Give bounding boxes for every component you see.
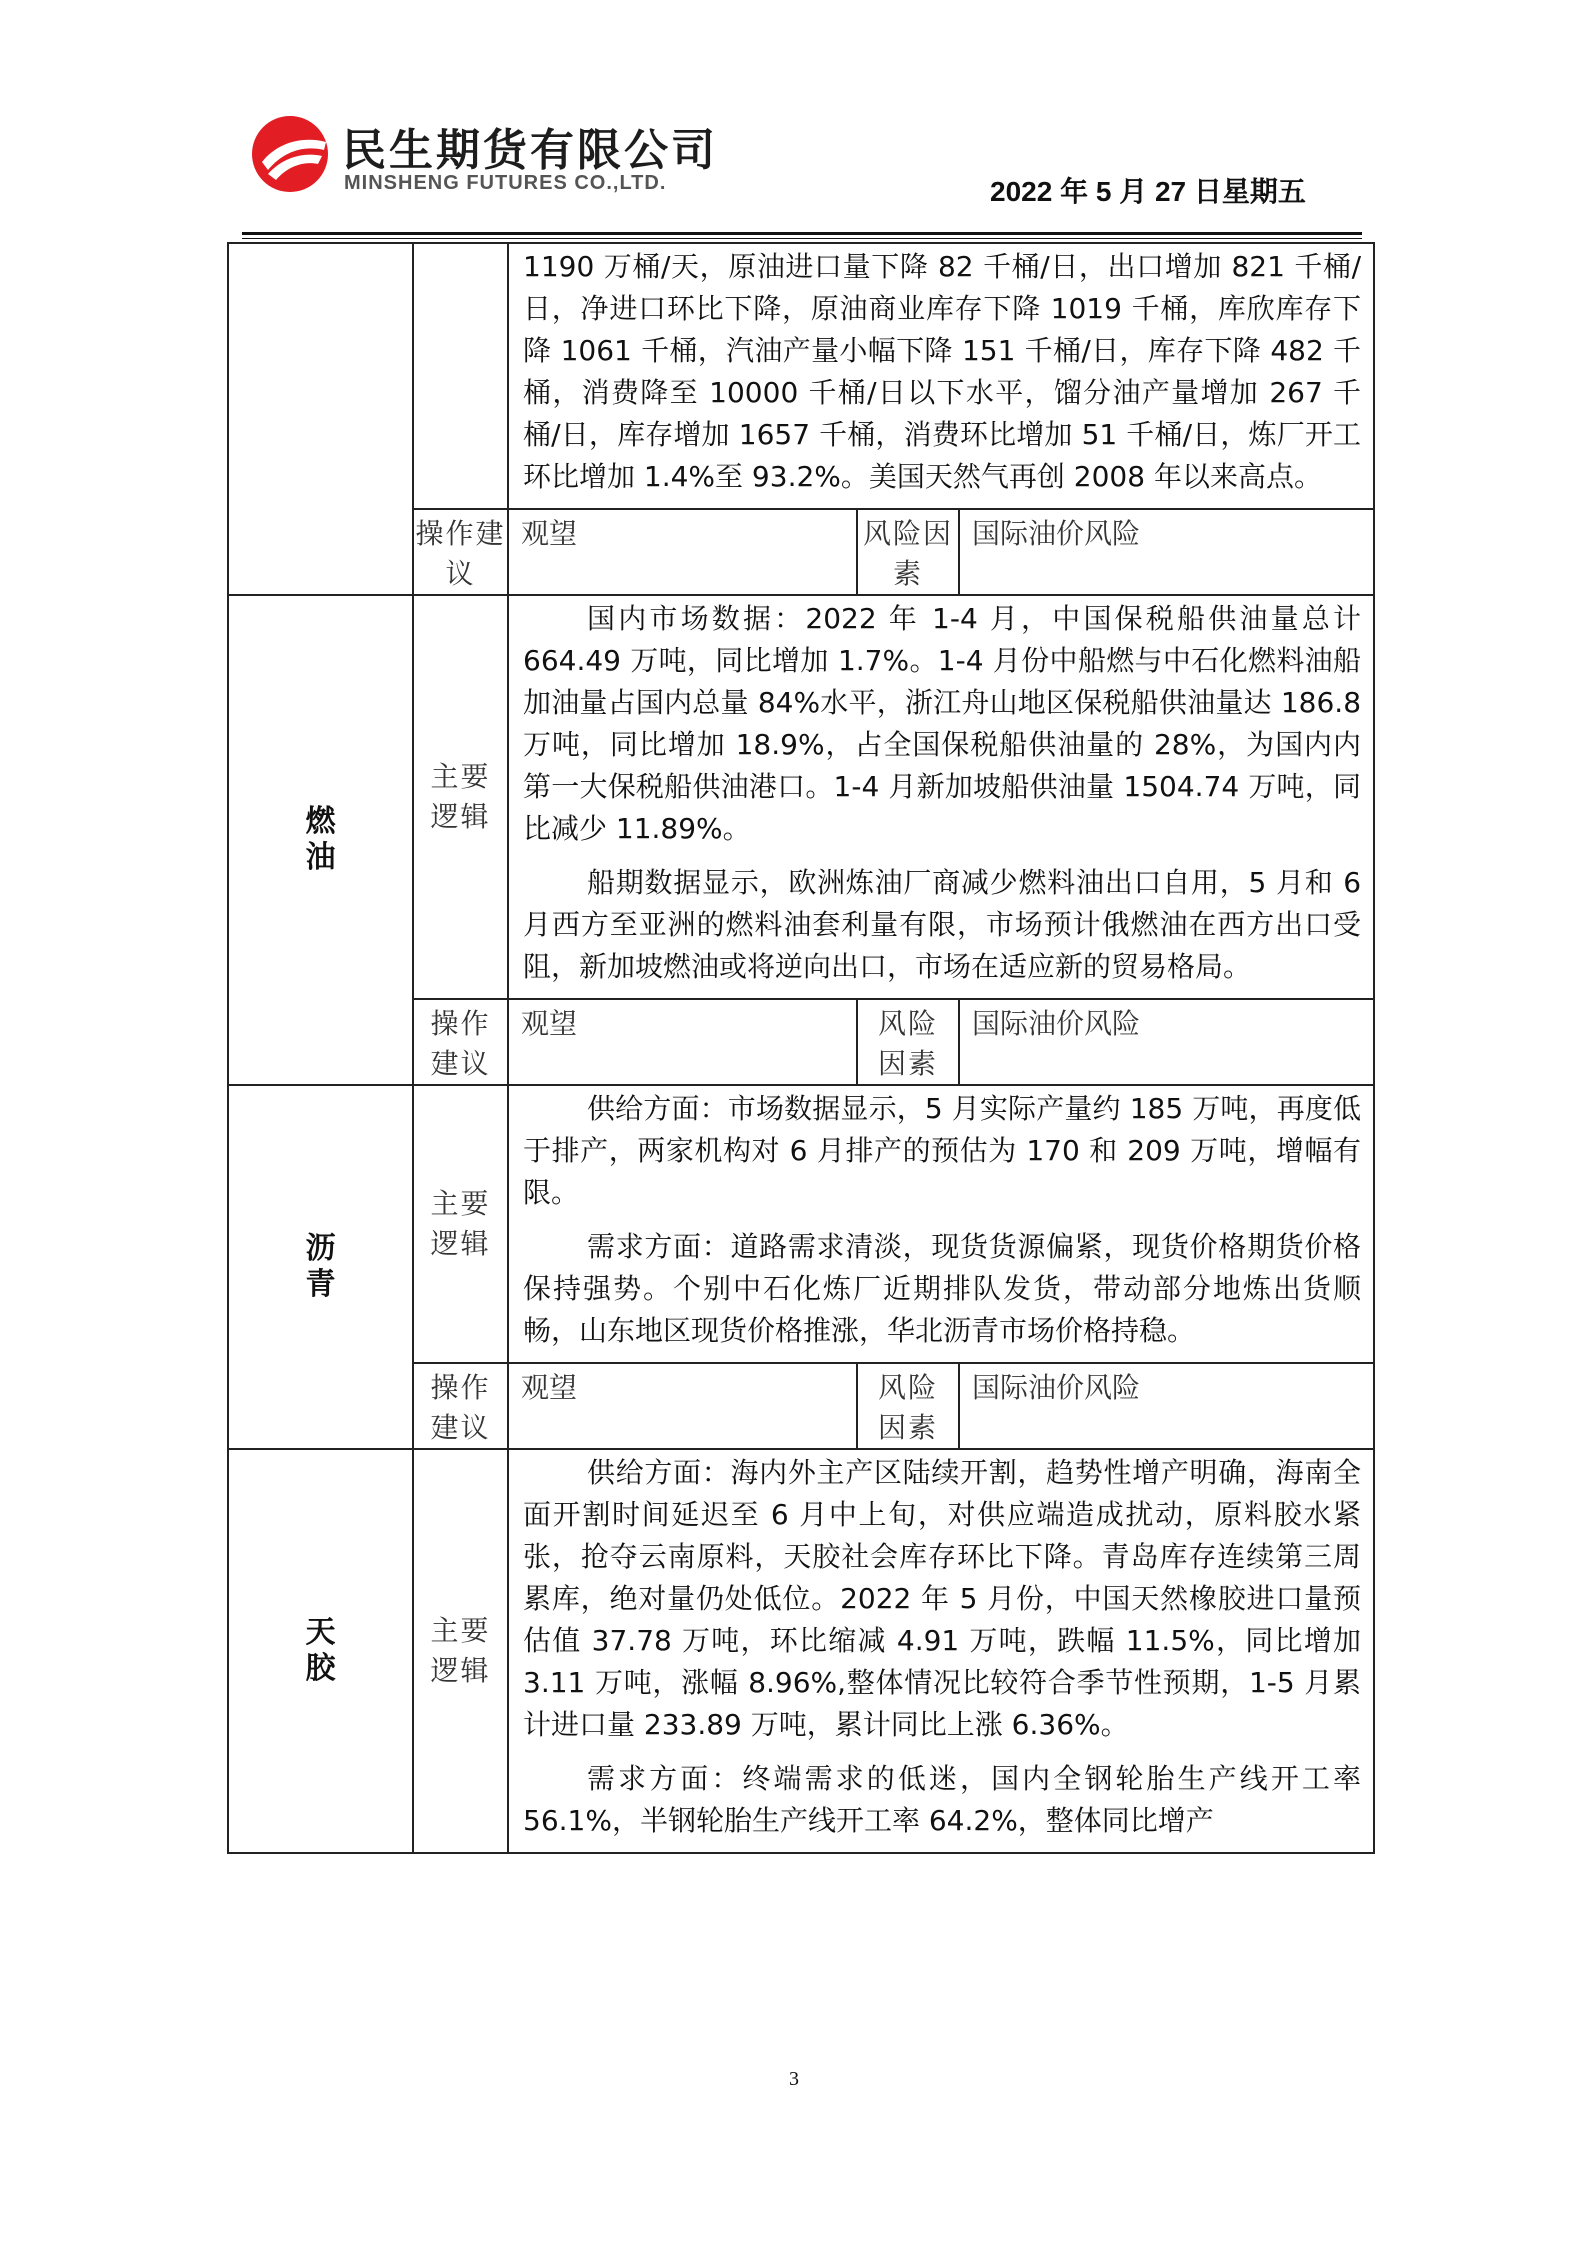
paragraph: 国内市场数据：2022 年 1-4 月，中国保税船供油量总计 664.49 万吨，同比增加 1.7%。1-4 月份中船燃与中石化燃料油船加油量占国内总量 84%水平，浙江舟山地区保税船供油量达 186.8 万吨，同比增加 18.9%，占全国保税船供油量的 28%，为国内内第一大保税船供油港口。1-4 月新加坡船供油量 1504.74 万吨，同比减少 11.89%。 — [523, 602, 1362, 845]
company-name-cn: 民生期货有限公司 — [342, 125, 718, 176]
page-header — [0, 0, 1588, 240]
logic-label-text: 主要逻辑 — [430, 1187, 491, 1260]
commodity-table — [227, 242, 1375, 1854]
logic-text — [508, 243, 1374, 509]
logic-label-empty — [413, 243, 508, 509]
operation-label-text: 操作建议 — [430, 1371, 491, 1444]
logic-label — [413, 1085, 508, 1363]
risk-value: 国际油价风险 — [959, 509, 1374, 595]
risk-label — [857, 999, 959, 1085]
category-rubber — [228, 1449, 413, 1853]
operation-value: 观望 — [508, 999, 857, 1085]
company-logo — [248, 112, 808, 202]
operation-label — [413, 999, 508, 1085]
header-divider-thin — [242, 238, 1362, 239]
logic-text — [508, 595, 1374, 999]
report-date: 2022 年 5 月 27 日星期五 — [990, 176, 1306, 207]
table-row — [228, 595, 1374, 999]
category-asphalt — [228, 1085, 413, 1449]
minsheng-logo-icon — [248, 112, 332, 196]
logic-text — [508, 1085, 1374, 1363]
risk-label-text: 风险因素 — [877, 1007, 938, 1080]
risk-value: 国际油价风险 — [959, 999, 1374, 1085]
paragraph: 需求方面：道路需求清淡，现货货源偏紧，现货价格期货价格保持强势。个别中石化炼厂近期排队发货，带动部分地炼出货顺畅，山东地区现货价格推涨，华北沥青市场价格持稳。 — [523, 1230, 1362, 1347]
paragraph: 船期数据显示，欧洲炼油厂商减少燃料油出口自用，5 月和 6 月西方至亚洲的燃料油套利量有限，市场预计俄燃油在西方出口受阻，新加坡燃油或将逆向出口，市场在适应新的贸易格局。 — [523, 866, 1362, 983]
category-cell-empty — [228, 243, 413, 595]
paragraph: 1190 万桶/天，原油进口量下降 82 千桶/日，出口增加 821 千桶/日，净进口环比下降，原油商业库存下降 1019 千桶，库欣库存下降 1061 千桶，汽油产量小幅下降 151 千桶/日，库存下降 482 千桶，消费降至 10000 千桶/日以下水平，馏分油产量增加 267 千桶/日，库存增加 1657 千桶，消费环比增加 51 千桶/日，炼厂开工环比增加 1.4%至 93.2%。美国天然气再创 2008 年以来高点。 — [523, 250, 1362, 493]
header-divider — [242, 232, 1362, 235]
table-row — [228, 243, 1374, 509]
operation-value: 观望 — [508, 509, 857, 595]
category-fuel-oil — [228, 595, 413, 1085]
logic-label — [413, 1449, 508, 1853]
logic-text — [508, 1449, 1374, 1853]
logic-label-text: 主要逻辑 — [430, 760, 491, 833]
risk-label-text: 风险因素 — [877, 1371, 938, 1444]
operation-value: 观望 — [508, 1363, 857, 1449]
table-row — [228, 1085, 1374, 1363]
logic-label-text: 主要逻辑 — [430, 1614, 491, 1687]
operation-label-text: 操作建议 — [430, 1007, 491, 1080]
risk-value: 国际油价风险 — [959, 1363, 1374, 1449]
paragraph: 需求方面：终端需求的低迷，国内全钢轮胎生产线开工率 56.1%，半钢轮胎生产线开工率 64.2%，整体同比增产 — [523, 1762, 1362, 1837]
category-label: 天胶 — [305, 1615, 336, 1686]
company-name-en: MINSHENG FUTURES CO.,LTD. — [344, 172, 667, 194]
risk-label: 风险因素 — [857, 509, 959, 595]
paragraph: 供给方面：市场数据显示，5 月实际产量约 185 万吨，再度低于排产，两家机构对 6 月排产的预估为 170 和 209 万吨，增幅有限。 — [523, 1092, 1362, 1209]
paragraph: 供给方面：海内外主产区陆续开割，趋势性增产明确，海南全面开割时间延迟至 6 月中上旬，对供应端造成扰动，原料胶水紧张，抢夺云南原料，天胶社会库存环比下降。青岛库存连续第三周累库，绝对量仍处低位。2022 年 5 月份，中国天然橡胶进口量预估值 37.78 万吨，环比缩减 4.91 万吨，跌幅 11.5%，同比增加 3.11 万吨，涨幅 8.96%,整体情况比较符合季节性预期，1-5 月累计进口量 233.89 万吨，累计同比上涨 6.36%。 — [523, 1456, 1362, 1741]
risk-label — [857, 1363, 959, 1449]
category-label: 燃油 — [305, 804, 336, 875]
operation-label: 操作建议 — [413, 509, 508, 595]
logic-label — [413, 595, 508, 999]
operation-label — [413, 1363, 508, 1449]
category-label: 沥青 — [305, 1231, 336, 1302]
page-number: 3 — [789, 2068, 799, 2090]
table-row — [228, 1449, 1374, 1853]
